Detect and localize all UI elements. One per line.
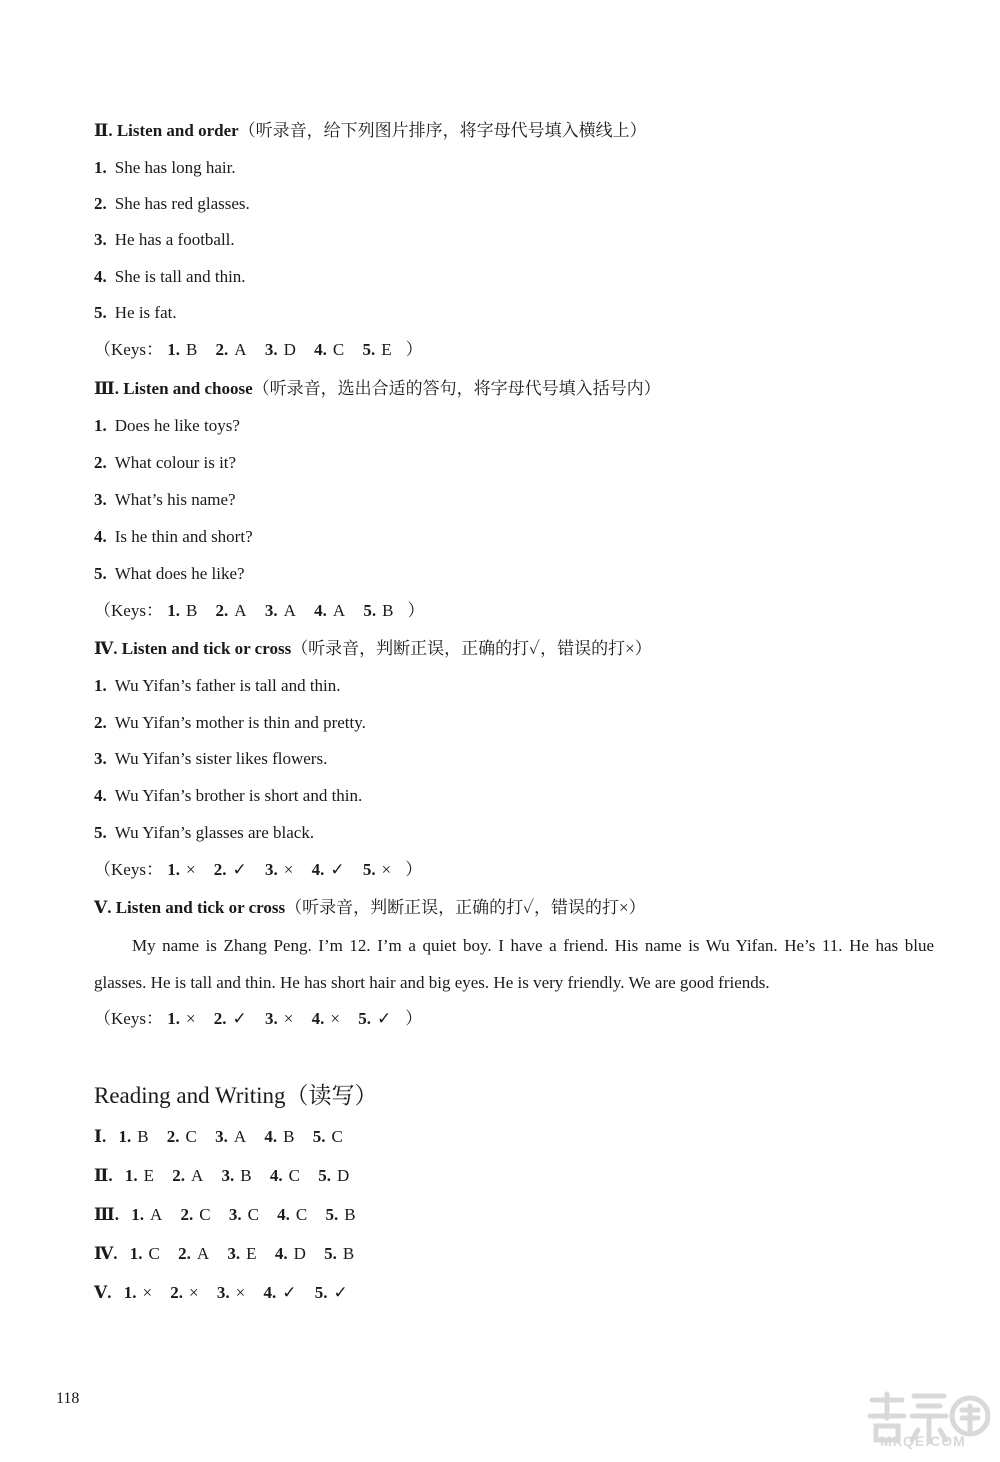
key-answer: 5. ×: [362, 860, 392, 879]
answer-row: [94, 1165, 363, 1187]
key-answer: 4. C: [314, 340, 345, 359]
keys-close: ）: [405, 1009, 423, 1028]
key-answer: 3. A: [264, 601, 296, 620]
listening-passage: My name is Zhang Peng. I’m 12. I’m a quiet boy. I have a friend. His name is Wu Yifan. He’s 11. He has blue glasses. He is tall and thin. He has short hair and big eyes. He is very friendly. We are good friends.: [94, 936, 934, 992]
answer-keys: [94, 1008, 422, 1030]
list-item: [94, 229, 235, 251]
list-item: [94, 489, 236, 511]
key-answer: 3. D: [264, 340, 296, 359]
answer-row: [94, 1282, 362, 1304]
key-answer: 2. ✓: [213, 1009, 247, 1028]
row-answer: 3. B: [221, 1166, 252, 1185]
keys-label: （Keys：: [94, 860, 163, 879]
item-text: Wu Yifan’s father is tall and thin.: [114, 676, 341, 695]
item-text: He is fat.: [114, 303, 177, 322]
row-answer: 5. D: [318, 1166, 350, 1185]
keys-label: （Keys：: [94, 340, 163, 359]
item-number: 3.: [94, 490, 107, 509]
item-number: 1.: [94, 416, 107, 435]
list-item: [94, 563, 245, 585]
item-text: What’s his name?: [114, 490, 236, 509]
section-5-title-zh: （听录音，判断正误，正确的打✓，错误的打×）: [285, 898, 646, 917]
row-answer: 5. ✓: [314, 1283, 348, 1302]
item-number: 1.: [94, 676, 107, 695]
row-answer: 5. B: [325, 1205, 356, 1224]
key-answer: 3. ×: [265, 1009, 294, 1028]
item-text: She has red glasses.: [114, 194, 250, 213]
list-item: [94, 785, 362, 807]
list-item: [94, 415, 240, 437]
row-answer: 4. D: [274, 1244, 306, 1263]
item-text: Wu Yifan’s glasses are black.: [114, 823, 315, 842]
keys-close: ）: [405, 860, 423, 879]
item-text: She is tall and thin.: [114, 267, 246, 286]
item-number: 2.: [94, 453, 107, 472]
section-2-title-zh: （听录音，给下列图片排序，将字母代号填入横线上）: [238, 121, 647, 140]
section-2-title-en: Listen and order: [116, 121, 239, 140]
list-item: [94, 748, 327, 770]
keys-close: ）: [405, 340, 423, 359]
key-answer: 5. E: [362, 340, 392, 359]
section-4-number: Ⅳ.: [94, 639, 118, 658]
row-answer: 2. C: [166, 1127, 197, 1146]
item-text: What colour is it?: [114, 453, 237, 472]
row-label: Ⅴ.: [94, 1283, 112, 1302]
row-answer: 3. C: [228, 1205, 259, 1224]
section-3-title-en: Listen and choose: [123, 379, 253, 398]
section-2-number: Ⅱ.: [94, 121, 113, 140]
row-answer: 5. C: [312, 1127, 343, 1146]
item-number: 2.: [94, 194, 107, 213]
key-answer: 4. A: [314, 601, 346, 620]
row-answer: 1. E: [124, 1166, 154, 1185]
list-item: [94, 675, 341, 697]
list-item: [94, 302, 177, 324]
item-number: 5.: [94, 564, 107, 583]
item-text: What does he like?: [114, 564, 245, 583]
keys-label: （Keys：: [94, 1009, 163, 1028]
section-2-heading: [94, 120, 647, 142]
item-number: 2.: [94, 713, 107, 732]
key-answer: 1. B: [167, 601, 198, 620]
row-answer: 4. B: [264, 1127, 295, 1146]
list-item: [94, 157, 236, 179]
row-answer: 4. C: [269, 1166, 300, 1185]
row-answer: 2. ×: [170, 1283, 199, 1302]
key-answer: 2. A: [215, 340, 247, 359]
section-5-heading: [94, 897, 646, 919]
list-item: [94, 193, 250, 215]
key-answer: 3. ×: [265, 860, 294, 879]
list-item: [94, 526, 253, 548]
keys-close: ）: [407, 601, 425, 620]
answer-row: [94, 1126, 357, 1148]
row-answer: 1. B: [118, 1127, 149, 1146]
row-answer: 1. ×: [123, 1283, 153, 1302]
item-text: She has long hair.: [114, 158, 236, 177]
key-answer: 1. B: [167, 340, 198, 359]
section-5-title-en: Listen and tick or cross: [115, 898, 286, 917]
item-number: 4.: [94, 527, 107, 546]
answer-keys: [94, 859, 422, 881]
key-answer: 1. ×: [167, 1009, 196, 1028]
item-number: 4.: [94, 267, 107, 286]
item-number: 5.: [94, 823, 107, 842]
row-answer: 4. ✓: [263, 1283, 297, 1302]
item-number: 5.: [94, 303, 107, 322]
item-number: 3.: [94, 230, 107, 249]
key-answer: 2. A: [215, 601, 247, 620]
watermark-text: MXQE.COM: [880, 1433, 966, 1449]
page-number: 118: [56, 1390, 80, 1407]
reading-writing-title: Reading and Writing（读写）: [94, 1083, 378, 1108]
list-item: [94, 452, 236, 474]
row-label: Ⅳ.: [94, 1244, 118, 1263]
row-answer: 2. A: [172, 1166, 204, 1185]
answer-keys: [94, 600, 424, 622]
list-item: [94, 712, 366, 734]
item-text: He has a football.: [114, 230, 235, 249]
answer-keys: [94, 339, 423, 361]
item-text: Wu Yifan’s brother is short and thin.: [114, 786, 363, 805]
row-answer: 2. A: [178, 1244, 210, 1263]
row-answer: 3. ×: [216, 1283, 246, 1302]
key-answer: 5. ✓: [358, 1009, 392, 1028]
row-answer: 5. B: [324, 1244, 355, 1263]
row-answer: 1. C: [129, 1244, 160, 1263]
list-item: [94, 266, 246, 288]
section-4-title-zh: （听录音，判断正误，正确的打✓，错误的打×）: [291, 639, 652, 658]
key-answer: 2. ✓: [213, 860, 247, 879]
item-text: Is he thin and short?: [114, 527, 253, 546]
section-3-number: Ⅲ.: [94, 379, 119, 398]
section-5-number: Ⅴ.: [94, 898, 112, 917]
section-4-heading: [94, 638, 652, 660]
row-answer: 4. C: [277, 1205, 308, 1224]
answer-row: [94, 1243, 368, 1265]
item-text: Wu Yifan’s sister likes flowers.: [114, 749, 328, 768]
row-answer: 1. A: [131, 1205, 163, 1224]
row-answer: 3. A: [215, 1127, 247, 1146]
row-answer: 2. C: [180, 1205, 211, 1224]
item-number: 4.: [94, 786, 107, 805]
row-label: Ⅰ.: [94, 1127, 107, 1146]
item-text: Wu Yifan’s mother is thin and pretty.: [114, 713, 366, 732]
key-answer: 4. ✓: [311, 860, 345, 879]
section-4-title-en: Listen and tick or cross: [121, 639, 292, 658]
row-label: Ⅱ.: [94, 1166, 113, 1185]
list-item: [94, 822, 314, 844]
section-3-heading: [94, 378, 661, 400]
key-answer: 1. ×: [167, 860, 196, 879]
keys-label: （Keys：: [94, 601, 163, 620]
item-text: Does he like toys?: [114, 416, 240, 435]
row-label: Ⅲ.: [94, 1205, 119, 1224]
answer-row: [94, 1204, 370, 1226]
row-answer: 3. E: [227, 1244, 257, 1263]
key-answer: 4. ×: [311, 1009, 340, 1028]
section-3-title-zh: （听录音，选出合适的答句，将字母代号填入括号内）: [252, 379, 661, 398]
item-number: 1.: [94, 158, 107, 177]
key-answer: 5. B: [363, 601, 394, 620]
item-number: 3.: [94, 749, 107, 768]
